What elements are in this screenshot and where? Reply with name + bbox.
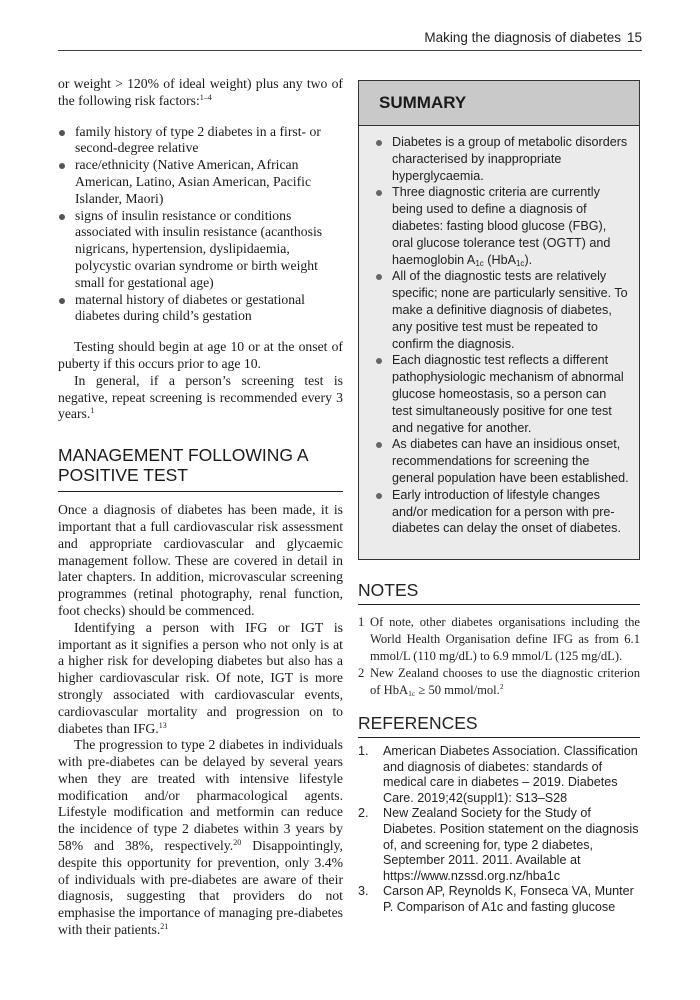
summary-item [376,134,629,184]
running-head [424,30,642,45]
header-rule [58,50,642,51]
general-text: In general, if a person’s screening test is negative, repeat screening is recommended every 3 years. [58,372,343,422]
summary-item-text: All of the diagnostic tests are relatively specific; none are particularly sensitive. To make a definitive diagnosis of diabetes, any positive test must be repeated to confirm the diagnosis. [392,269,628,351]
subscript: 1c [408,689,416,699]
summary-item-text: Each diagnostic test reflects a different pathophysiologic mechanism of abnormal glucose homeostasis, so a person can test simultaneously positive for one test and negative for another. [392,353,624,435]
note-item [358,614,640,664]
general-paragraph [58,373,343,423]
summary-item-text: Diabetes is a group of metabolic disorders characterised by inappropriate hyperglycaemia. [392,135,628,183]
bullet-icon [376,358,382,364]
intro-paragraph [58,76,343,110]
summary-box [358,80,640,560]
paragraph-text: Identifying a person with IFG or IGT is important as it signifies a person who not only is at a higher risk for developing diabetes but also has a higher cardiovascular risk. Of note, IGT is more strongly associated with cardiovascular events, cardiovascular mortality and progression on to diabetes than IFG. [58,619,343,736]
testing-paragraph: Testing should begin at age 10 or at the onset of puberty if this occurs prior to age 10. [58,339,343,371]
management-paragraph-3 [58,737,343,939]
right-column [358,580,640,916]
management-paragraph-2 [58,620,343,738]
list-item-text: family history of type 2 diabetes in a first- or second-degree relative [75,123,321,156]
bullet-icon [376,274,382,280]
note-item [358,665,640,699]
running-title: Making the diagnosis of diabetes [424,30,621,45]
reference-number: 3. [358,884,369,899]
reference-text: Carson AP, Reynolds K, Fonseca VA, Munter P. Comparison of A1c and fasting glucose [383,884,634,914]
bullet-icon [59,130,65,136]
note-text: New Zealand chooses to use the diagnostic criterion of HbA [370,666,640,698]
summary-item-text: As diabetes can have an insidious onset, recommendations for screening the general population have been established. [392,437,629,485]
spacer [58,492,343,502]
summary-item-text: (HbA [483,252,516,267]
page-number: 15 [626,30,642,45]
list-item-text: race/ethnicity (Native American, African American, Latino, Asian American, Pacific Islander, Maori) [75,157,312,206]
reference-text: American Diabetes Association. Classification and diagnosis of diabetes: standards of medical care in diabetes – 2019. Diabetes Care. 2019;42(suppl1): S13–S28 [383,743,638,805]
reference-number: 1. [358,743,369,758]
summary-item-text: Three diagnostic criteria are currently being used to define a diagnosis of diabetes: fasting blood glucose (FBG), oral glucose tolerance test (OGTT) and haemoglobin A [392,185,611,267]
summary-item [376,184,629,268]
reference-text: New Zealand Society for the Study of Diabetes. Position statement on the diagnosis of, and screening for, type 2 diabetes, September 2011. 2011. Available at https://www.nzssd.org.nz/hba1c [383,806,639,883]
intro-text: or weight > 120% of ideal weight) plus any two of the following risk factors: [58,76,343,108]
bullet-icon [376,442,382,448]
paragraph-text: The progression to type 2 diabetes in individuals with pre-diabetes can be delayed by several years when they are treated with intensive lifestyle modification and/or pharmacological agents. Lifestyle modification and metformin can reduce the incidence of type 2 diabetes within 3 years by 58% and 38%, respectively. [58,737,343,854]
paragraph-text-continued: Disappointingly, despite this opportunity for prevention, only 3.4% of individuals with pre-diabetes are aware of their diagnosis, suggesting that providers do not emphasise the importance of managing pre-diabetes with their patients. [58,838,343,938]
summary-item-text: ). [524,252,533,267]
references-heading: REFERENCES [358,713,640,738]
notes-list [358,614,640,699]
list-item-text: maternal history of diabetes or gestational diabetes during child’s gestation [75,291,305,324]
list-item [58,157,343,207]
management-paragraph-1: Once a diagnosis of diabetes has been made, it is important that a full cardiovascular risk assessment and appropriate cardiovascular and glycaemic management follow. These are covered in detail in later chapters. In addition, microvascular screening programmes (retinal photography, renal function, foot checks) should be commenced. [58,502,343,618]
bullet-icon [59,214,65,220]
citation: 13 [158,720,167,730]
note-text: ≥ 50 mmol/mol. [415,683,500,698]
list-item [58,124,343,158]
citation: 2 [499,682,504,692]
note-number: 1 [358,615,365,629]
bullet-icon [376,140,382,146]
citation: 1–4 [199,92,212,102]
notes-heading: NOTES [358,580,640,605]
summary-title: SUMMARY [359,81,639,126]
citation: 1 [90,406,95,416]
section-heading: MANAGEMENT FOLLOWING A POSITIVE TEST [58,445,343,492]
summary-list [359,134,639,537]
reference-number: 2. [358,806,369,821]
note-number: 2 [358,666,365,681]
bullet-icon [376,493,382,499]
risk-factor-list [58,124,343,326]
summary-item [376,436,629,486]
reference-item [358,744,640,806]
list-item [58,208,343,292]
summary-item [376,352,629,436]
note-text: Of note, other diabetes organisations including the World Health Organisation define IFG as from 6.1 mmol/L (110 mg/dL) to 6.9 mmol/L (125 mg/dL). [370,615,640,663]
subscript: 1c [515,258,525,268]
references-list [358,744,640,916]
reference-item [358,806,640,884]
summary-item-text: Early introduction of lifestyle changes and/or medication for a person with pre-diabetes can delay the onset of diabetes. [392,487,621,536]
citation: 21 [160,922,169,932]
reference-item [358,884,640,915]
bullet-icon [376,190,382,196]
left-column [58,76,343,939]
summary-item [376,268,629,352]
bullet-icon [59,298,65,304]
list-item-text: signs of insulin resistance or conditions associated with insulin resistance (acanthosis nigricans, hypertension, dyslipidaemia, polycystic ovarian syndrome or birth weight small for gestational age) [75,207,323,290]
list-item [58,292,343,326]
bullet-icon [59,163,65,169]
subscript: 1c [475,258,484,268]
summary-item [376,487,629,537]
citation: 20 [233,838,242,848]
